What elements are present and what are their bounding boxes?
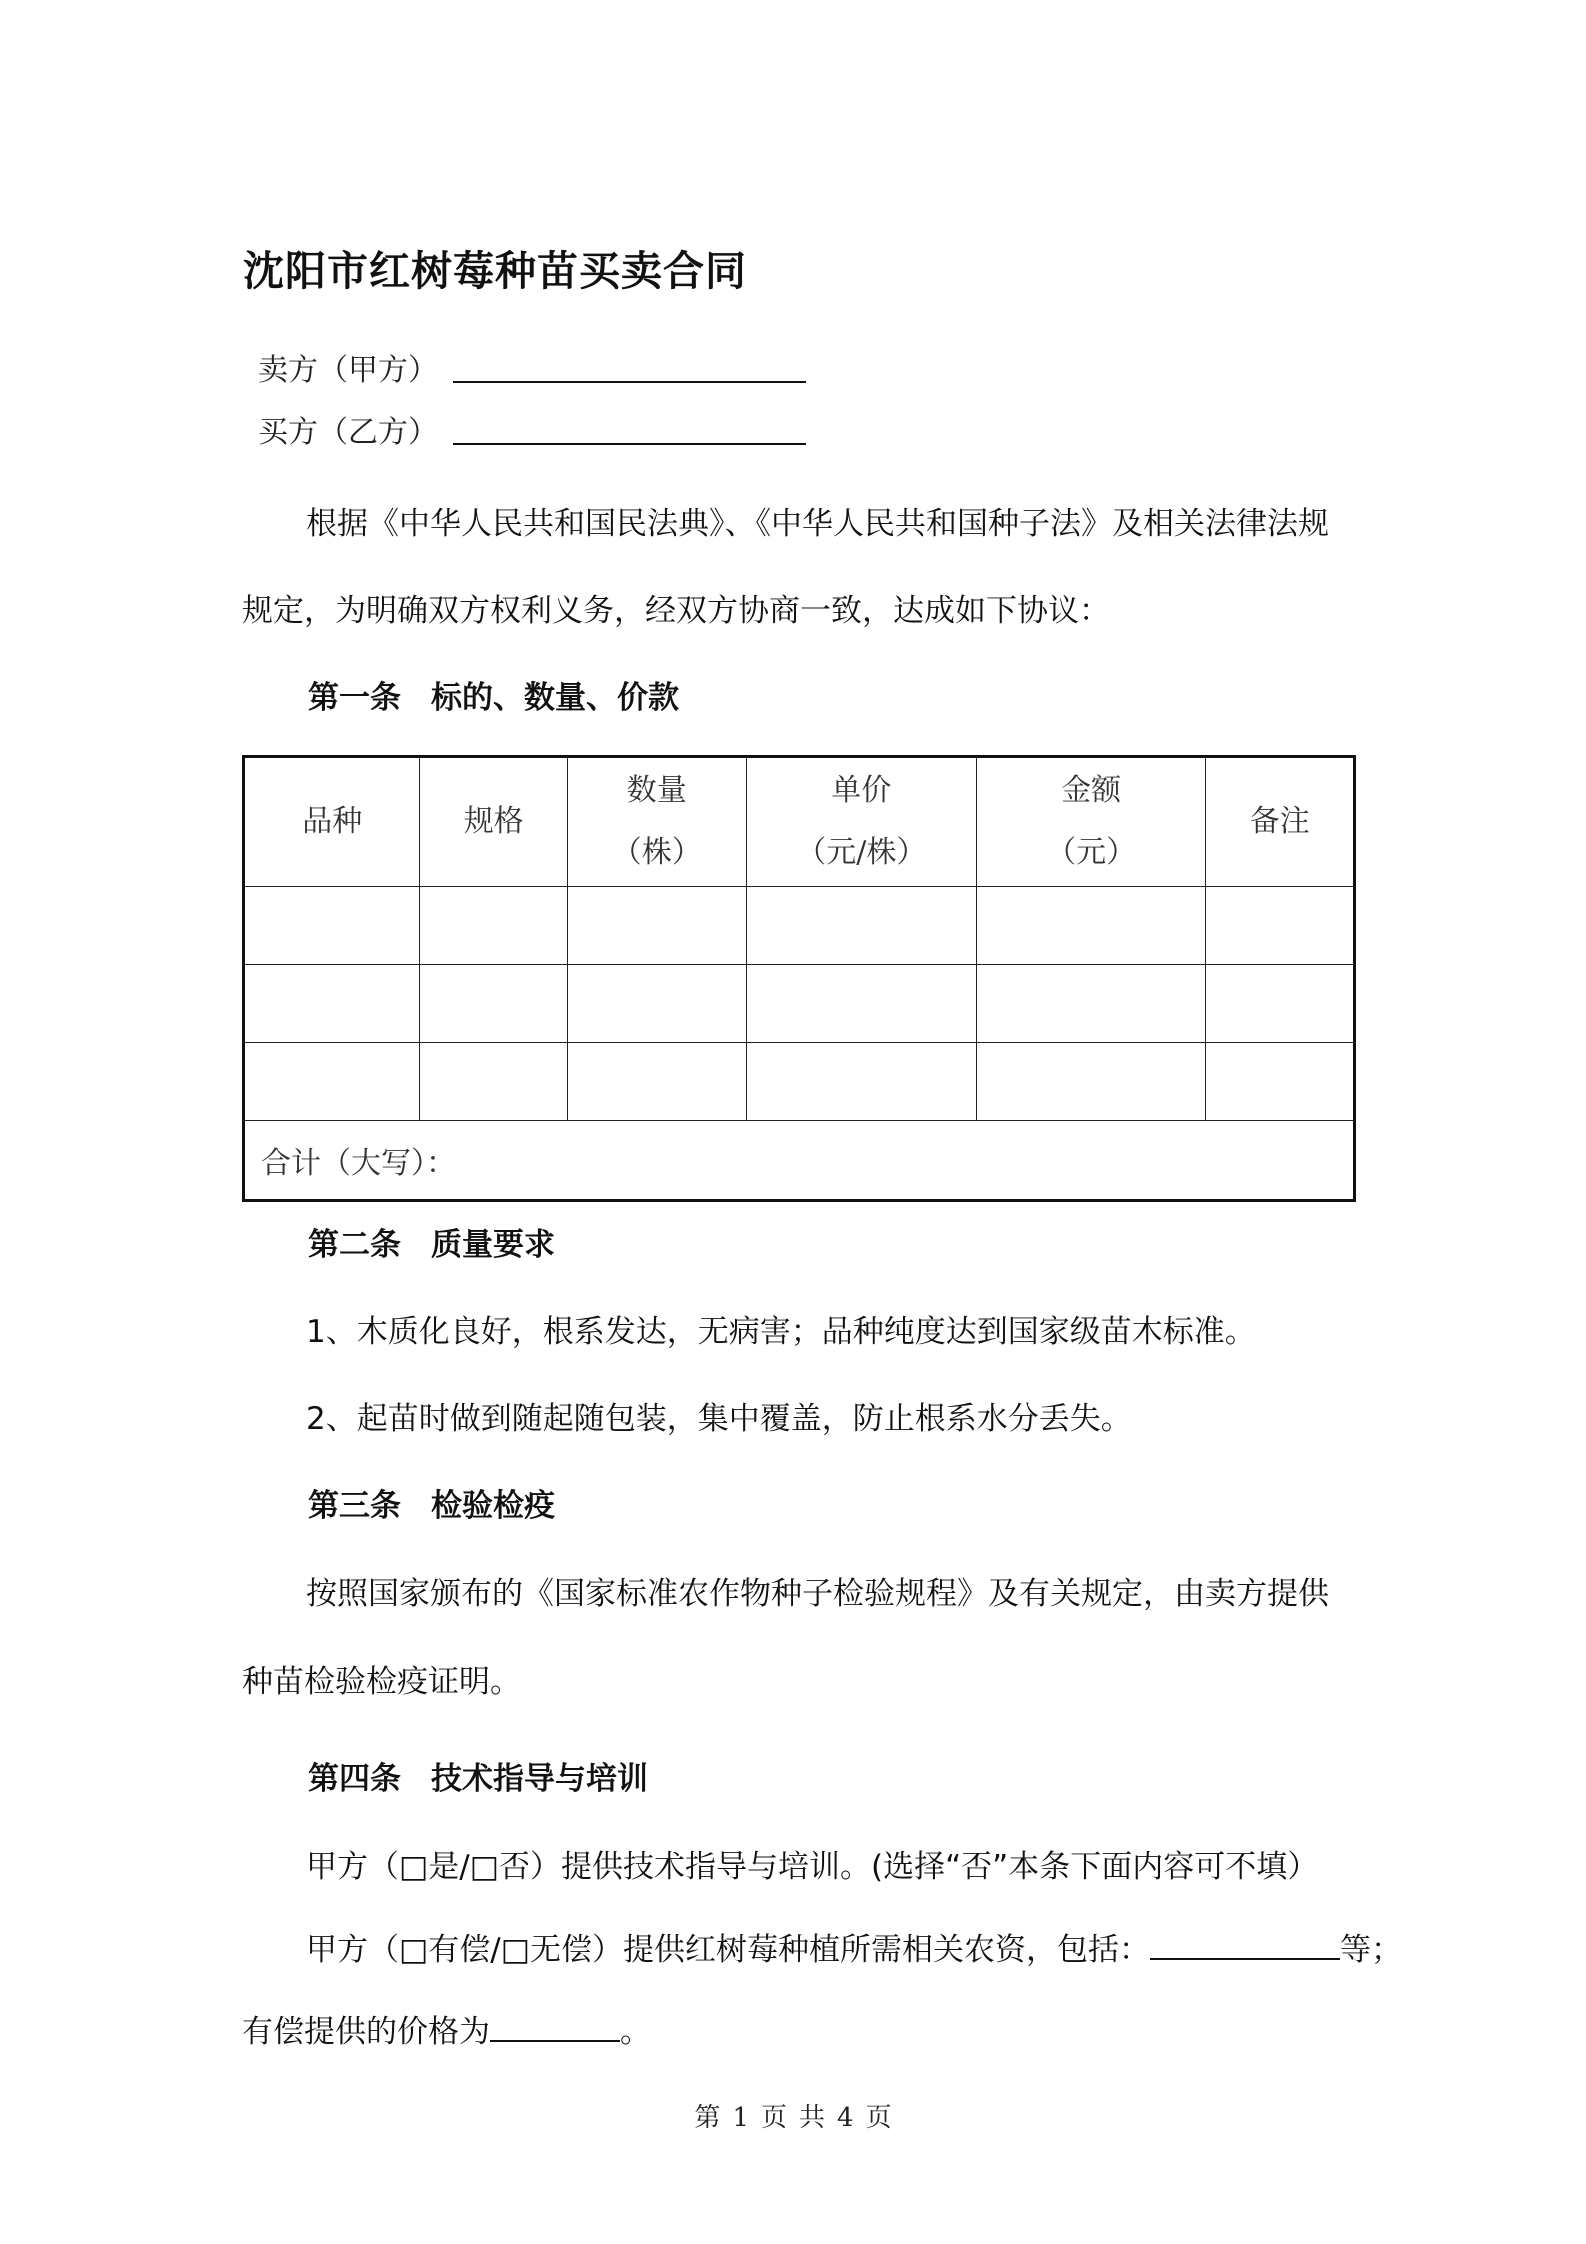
footer-total-prefix: 共 [799,2103,826,2133]
article-4-line-1: 甲方（□是/□否）提供技术指导与培训。(选择“否”本条下面内容可不填） [306,1849,1319,1885]
article-4-line-3-prefix: 有偿提供的价格为 [242,2014,490,2050]
article-3-number: 第三条 [308,1488,401,1524]
article-3-line-2: 种苗检验检疫证明。 [242,1664,521,1700]
table-row [244,965,1355,1043]
article-4-heading [308,1753,648,1798]
header-quantity-unit: （株） [611,835,702,870]
footer-total-pages: 4 [837,2103,854,2133]
article-3-line-1: 按照国家颁布的《国家标准农作物种子检验规程》及有关规定，由卖方提供 [306,1576,1329,1612]
table-cell[interactable] [420,887,568,965]
article-2-heading [308,1219,555,1264]
table-cell[interactable] [244,887,420,965]
header-amount-unit: （元） [1046,835,1137,870]
footer-page-number: 1 [732,2103,749,2133]
table-cell[interactable] [1206,887,1355,965]
article-4-number: 第四条 [308,1761,401,1797]
article-2-item-2: 2、起苗时做到随起随包装，集中覆盖，防止根系水分丢失。 [306,1401,1132,1437]
table-cell[interactable] [420,1043,568,1121]
total-in-words-cell[interactable] [244,1121,1355,1201]
header-unit-price-unit: （元/株） [796,835,927,870]
table-cell[interactable] [244,1043,420,1121]
article-4-line-3-suffix: 。 [620,2014,651,2050]
article-4-line-2-prefix: 甲方（□有偿/□无偿）提供红树莓种植所需相关农资，包括： [306,1932,1151,1968]
header-remarks [1206,757,1355,887]
seller-label: 卖方（甲方） [258,353,438,388]
table-cell[interactable] [976,1043,1205,1121]
footer-page-prefix: 第 [694,2103,721,2133]
table-cell[interactable] [746,887,976,965]
article-1-heading [308,672,679,717]
header-spec [420,757,568,887]
seller-blank-line[interactable] [453,381,806,383]
specification-table [242,755,1356,1202]
article-4-line-2-suffix: 等； [1340,1932,1403,1968]
table-cell[interactable] [976,887,1205,965]
table-cell[interactable] [244,965,420,1043]
header-quantity-label: 数量 [626,773,687,808]
table-header-row [244,757,1355,887]
header-amount-label: 金额 [1061,773,1122,808]
table-cell[interactable] [976,965,1205,1043]
total-in-words-label: 合计（大写）： [261,1146,456,1181]
article-3-heading [308,1480,555,1525]
table-row [244,887,1355,965]
table-cell[interactable] [567,965,746,1043]
table-cell[interactable] [1206,965,1355,1043]
table-total-row [244,1121,1355,1201]
footer-page-word: 页 [760,2103,787,2133]
page-footer [0,2097,1586,2134]
header-quantity [567,757,746,887]
header-variety-label: 品种 [302,804,363,839]
buyer-label: 买方（乙方） [258,415,438,450]
footer-total-word: 页 [865,2103,892,2133]
header-spec-label: 规格 [463,804,524,839]
intro-line-2: 规定，为明确双方权利义务，经双方协商一致，达成如下协议： [242,593,1110,629]
table-cell[interactable] [420,965,568,1043]
article-4-line-3 [242,2006,651,2051]
header-amount [976,757,1205,887]
article-3-title: 检验检疫 [431,1488,555,1524]
header-unit-price-label: 单价 [831,773,892,808]
article-2-title: 质量要求 [431,1227,555,1263]
header-variety [244,757,420,887]
table-cell[interactable] [567,887,746,965]
article-1-title: 标的、数量、价款 [431,680,679,716]
materials-blank-line[interactable] [1150,1930,1340,1960]
table-cell[interactable] [746,965,976,1043]
document-title: 沈阳市红树莓种苗买卖合同 [243,247,747,295]
table-cell[interactable] [567,1043,746,1121]
article-4-title: 技术指导与培训 [431,1761,648,1797]
article-1-number: 第一条 [308,680,401,716]
buyer-blank-line[interactable] [453,443,806,445]
header-remarks-label: 备注 [1249,804,1310,839]
article-2-number: 第二条 [308,1227,401,1263]
header-unit-price [746,757,976,887]
article-4-line-2 [306,1924,1402,1969]
price-blank-line[interactable] [490,2012,620,2042]
table-cell[interactable] [746,1043,976,1121]
article-2-item-1: 1、木质化良好，根系发达，无病害；品种纯度达到国家级苗木标准。 [306,1314,1256,1350]
table-cell[interactable] [1206,1043,1355,1121]
intro-line-1: 根据《中华人民共和国民法典》、《中华人民共和国种子法》及相关法律法规 [306,506,1329,542]
table-row [244,1043,1355,1121]
